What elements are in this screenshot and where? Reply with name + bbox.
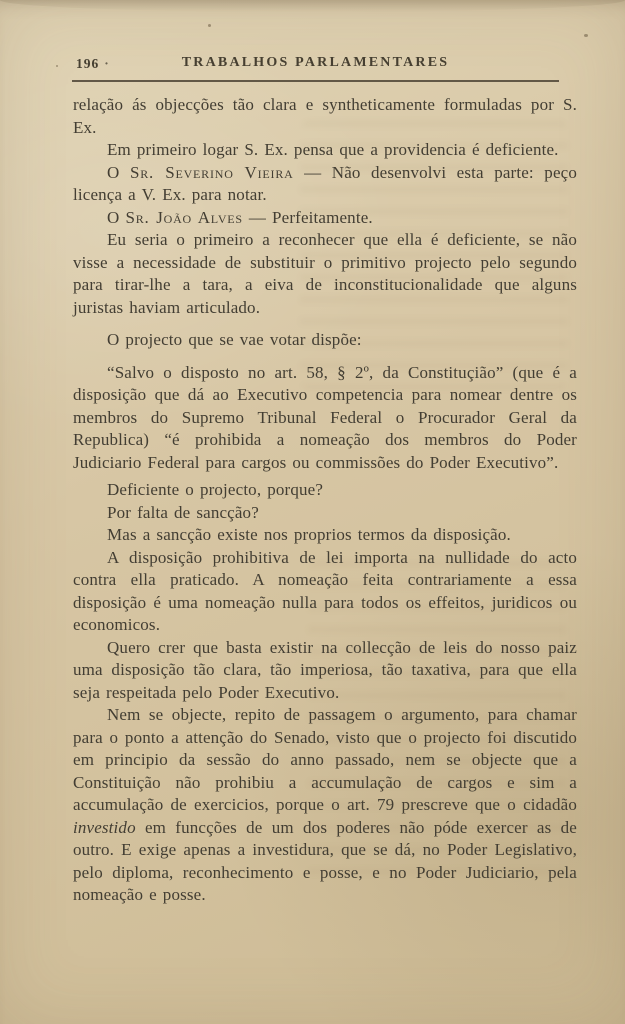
- text-run: O projecto que se vae votar dispõe:: [107, 330, 362, 349]
- paragraph: [73, 329, 577, 352]
- text-run: Em primeiro logar S. Ex. pensa que a providencia é deficiente.: [107, 140, 559, 159]
- page-curl-shadow: [0, 0, 625, 12]
- paper-speck: [56, 65, 58, 67]
- text-run: Quero crer que basta existir na collecção de leis do nosso paiz uma disposição tão clara, tão imperiosa, tão taxativa, para que ella seja respeitada pelo Poder Executivo.: [73, 637, 577, 702]
- paragraph: [73, 479, 577, 502]
- text-run: “Salvo o disposto no art. 58, § 2º, da Constituçião” (que é a disposição que dá ao Executivo competencia para nomear dentre os membros do Supremo Tribunal Federal o Procurador Geral da Republica) “é prohibida a nomeação dos membros do Poder Judiciario Federal para cargos ou commissões do Poder Executivo”.: [73, 362, 577, 472]
- running-title: TRABALHOS PARLAMENTARES: [181, 55, 450, 70]
- text-run: Mas a sancção existe nos proprios termos da disposição.: [107, 525, 511, 544]
- page-body: [73, 94, 577, 907]
- text-run: Nem se objecte, repito de passagem o argumento, para chamar para o ponto a attenção do Senado, visto que o projecto foi discutido em principio da sessão do anno passado, nem se objecte que a Constituição não prohibiu a accumulação de cargos e sim a accumulação de exercicios, porque o art. 79 prescreve que o cidadão: [73, 705, 577, 814]
- page-number-mark: ·: [104, 56, 110, 71]
- paragraph: [73, 502, 577, 525]
- text-run: Por falta de sancção?: [107, 502, 259, 522]
- text-run: O: [107, 162, 130, 182]
- text-run: A disposição prohibitiva de lei importa na nullidade do acto contra ella praticado. A nomeação feita contrariamente a essa disposição é uma nomeação nulla para todos os effeitos, juridicos ou economicos.: [73, 547, 577, 634]
- text-run: O: [107, 207, 126, 227]
- continuation-paragraph: [73, 94, 577, 139]
- running-header: [72, 54, 559, 74]
- paragraph: [73, 704, 577, 907]
- paragraph: [73, 524, 577, 547]
- text-run: Deficiente o projecto, porque?: [107, 480, 324, 499]
- text-italic: investido: [73, 817, 136, 837]
- speech-joao-alves: [73, 207, 577, 230]
- text-run: — Perfeitamente.: [242, 207, 373, 227]
- paper-speck: [208, 24, 211, 27]
- speech-severino-vieira: [73, 162, 577, 207]
- page-number: 196: [76, 56, 100, 71]
- text-run: Eu seria o primeiro a reconhecer que ella é deficiente, se não visse a necessidade de substituir o primitivo projecto pelo segundo para tirar-lhe a tara, a eiva de inconstitucionalidade que alguns juristas haviam articulado.: [73, 230, 577, 317]
- paragraph: [73, 547, 577, 637]
- paragraph: [73, 637, 577, 705]
- paper-speck: [584, 34, 588, 37]
- header-rule: [72, 80, 559, 82]
- text-run: relação ás objecções tão clara e syntheticamente formuladas por S. Ex.: [73, 95, 577, 137]
- paragraph: [73, 139, 577, 162]
- text-smallcaps: Sr. Severino Vieira: [129, 162, 294, 182]
- quoted-provision: [73, 362, 577, 475]
- text-run: — Não desenvolvi esta parte: peço licença a V. Ex. para notar.: [73, 162, 577, 204]
- paragraph: [73, 229, 577, 319]
- page-number-group: [76, 56, 110, 72]
- text-smallcaps: Sr. João Alves: [125, 207, 243, 227]
- text-run: em funcções de um dos poderes não póde exercer as de outro. E exige apenas a investidura, que se dá, no Poder Legislativo, pelo diploma, reconhecimento e posse, e no Poder Judiciario, pela nomeação e posse.: [73, 817, 577, 904]
